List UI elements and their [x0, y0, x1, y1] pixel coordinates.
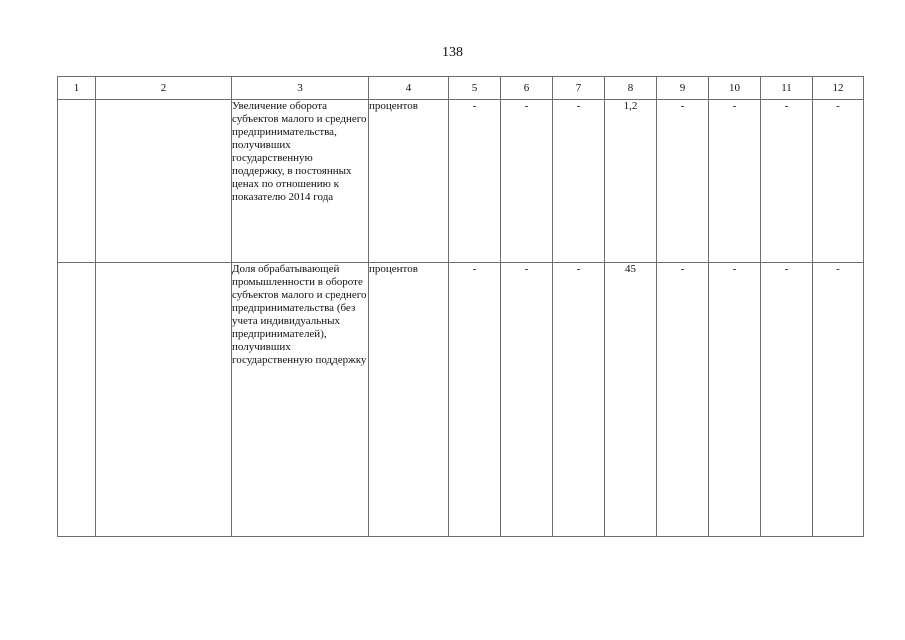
- value-cell: -: [449, 263, 501, 537]
- column-header: 2: [96, 77, 232, 100]
- table-row: [58, 263, 864, 537]
- cell-col-1: [58, 263, 96, 537]
- value-cell: -: [813, 263, 864, 537]
- cell-col-2: [96, 100, 232, 263]
- value-cell: -: [709, 100, 761, 263]
- cell-col-1: [58, 100, 96, 263]
- indicator-name: Увеличение оборота субъектов малого и среднего предпринимательства, получивших государственную поддержку, в постоянных ценах по отношению к показателю 2014 года: [232, 100, 369, 263]
- value-cell: -: [501, 263, 553, 537]
- table-header-row: [58, 77, 864, 100]
- column-header: 12: [813, 77, 864, 100]
- value-cell: -: [761, 263, 813, 537]
- table-row: [58, 100, 864, 263]
- value-cell: -: [709, 263, 761, 537]
- value-cell: -: [449, 100, 501, 263]
- page-number: 138: [442, 45, 463, 60]
- value-cell: 45: [605, 263, 657, 537]
- value-cell: -: [657, 263, 709, 537]
- column-header: 3: [232, 77, 369, 100]
- value-cell: -: [553, 263, 605, 537]
- indicator-name: Доля обрабатывающей промышленности в обороте субъектов малого и среднего предпринимательства (без учета индивидуальных предпринимателей), получивших государственную поддержку: [232, 263, 369, 537]
- value-cell: -: [813, 100, 864, 263]
- column-header: 1: [58, 77, 96, 100]
- value-cell: -: [657, 100, 709, 263]
- value-cell: 1,2: [605, 100, 657, 263]
- column-header: 7: [553, 77, 605, 100]
- column-header: 10: [709, 77, 761, 100]
- column-header: 5: [449, 77, 501, 100]
- column-header: 4: [369, 77, 449, 100]
- data-table: [57, 76, 864, 537]
- unit-cell: процентов: [369, 100, 449, 263]
- column-header: 9: [657, 77, 709, 100]
- column-header: 8: [605, 77, 657, 100]
- column-header: 11: [761, 77, 813, 100]
- value-cell: -: [553, 100, 605, 263]
- value-cell: -: [501, 100, 553, 263]
- unit-cell: процентов: [369, 263, 449, 537]
- column-header: 6: [501, 77, 553, 100]
- value-cell: -: [761, 100, 813, 263]
- cell-col-2: [96, 263, 232, 537]
